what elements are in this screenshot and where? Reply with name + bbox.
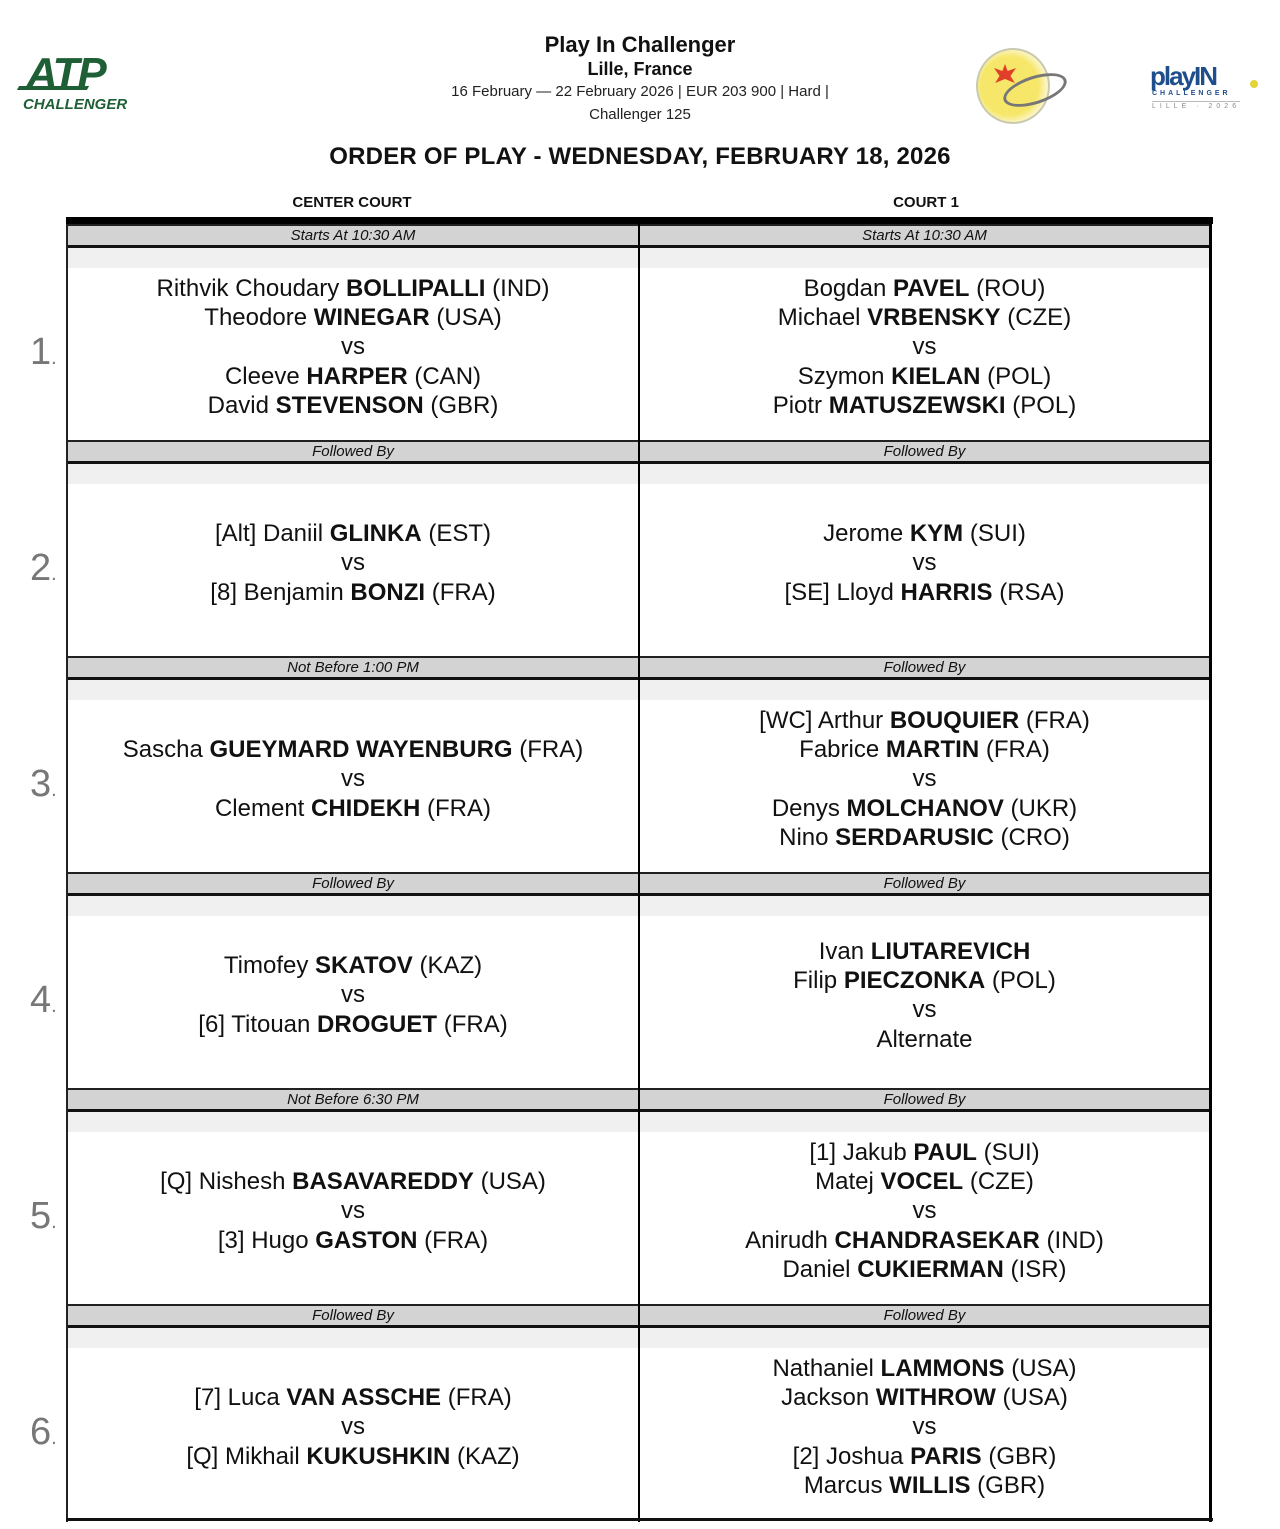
player-country: (KAZ) xyxy=(412,952,483,979)
tournament-title: Play In Challenger xyxy=(544,32,736,57)
row-number-dot: . xyxy=(51,1211,57,1233)
slot-time-label: Not Before 6:30 PM xyxy=(68,1088,638,1112)
slot-band xyxy=(68,680,638,700)
player-first-name: Bogdan xyxy=(803,275,893,302)
player-entry xyxy=(793,966,1056,995)
player-country: (USA) xyxy=(429,304,502,331)
match-card xyxy=(640,484,1209,656)
player-first-name: Piotr xyxy=(772,392,829,419)
player-country: (IND) xyxy=(1039,1227,1104,1254)
player-last-name: LIUTAREVICH xyxy=(870,937,1031,965)
slot-time-label: Starts At 10:30 AM xyxy=(68,224,638,248)
row-number-dot: . xyxy=(51,995,57,1017)
player-country: (FRA) xyxy=(441,1384,512,1411)
player-entry xyxy=(160,1167,546,1196)
tournament-category: Challenger 125 xyxy=(589,106,691,123)
player-country: (IND) xyxy=(485,275,550,302)
grid-bottom-border xyxy=(66,1518,1213,1521)
match-slot xyxy=(68,872,638,1088)
player-entry xyxy=(204,303,501,332)
player-entry xyxy=(210,578,495,607)
row-number xyxy=(30,1196,70,1242)
player-first-name: Marcus xyxy=(803,1472,890,1499)
player-entry xyxy=(876,1025,972,1054)
player-last-name: KUKUSHKIN xyxy=(306,1443,451,1470)
match-slot xyxy=(68,1088,638,1304)
slot-band xyxy=(640,248,1209,268)
player-entry xyxy=(186,1442,519,1471)
slot-band xyxy=(68,1328,638,1348)
slot-band xyxy=(68,1112,638,1132)
match-card xyxy=(640,1132,1209,1304)
player-first-name: Alternate xyxy=(876,1025,973,1053)
match-card xyxy=(68,700,638,872)
player-first-name: Fabrice xyxy=(799,736,886,763)
player-country: (GBR) xyxy=(423,392,499,419)
match-slot xyxy=(640,1304,1209,1520)
match-card xyxy=(68,484,638,656)
player-last-name: VOCEL xyxy=(880,1168,964,1195)
playin-sub-lille: LILLE · 2026 xyxy=(1152,103,1241,110)
playin-dot-icon xyxy=(1250,80,1258,88)
versus-label: vs xyxy=(341,981,365,1008)
player-entry xyxy=(784,578,1064,607)
player-entry xyxy=(804,274,1046,303)
player-country: (POL) xyxy=(980,363,1052,390)
player-last-name: LAMMONS xyxy=(880,1355,1005,1382)
player-entry xyxy=(804,1471,1045,1500)
match-slot xyxy=(68,440,638,656)
player-entry xyxy=(793,1442,1057,1471)
column-center-court xyxy=(66,224,640,1522)
player-first-name: [SE] Lloyd xyxy=(784,579,901,606)
player-first-name: [Q] Mikhail xyxy=(186,1443,307,1470)
row-number-dot: . xyxy=(51,779,57,801)
playin-word-in: IN xyxy=(1194,61,1217,91)
player-last-name: WITHROW xyxy=(875,1384,996,1411)
player-last-name: GUEYMARD WAYENBURG xyxy=(209,736,513,763)
player-last-name: MARTIN xyxy=(885,736,980,763)
challenger-logo-text: CHALLENGER xyxy=(23,96,128,113)
player-first-name: [Alt] Daniil xyxy=(214,520,330,547)
player-last-name: PARIS xyxy=(910,1443,982,1470)
playin-word-play: play xyxy=(1150,61,1195,91)
player-first-name: [WC] Arthur xyxy=(759,707,890,734)
player-first-name: [8] Benjamin xyxy=(210,579,351,606)
player-country: (ROU) xyxy=(969,275,1046,302)
player-country: (FRA) xyxy=(420,795,492,822)
match-slot xyxy=(640,872,1209,1088)
player-entry xyxy=(779,823,1070,852)
player-first-name: Anirudh xyxy=(745,1227,835,1254)
play-in-challenger-logo xyxy=(1150,62,1260,114)
player-first-name: Jerome xyxy=(823,520,910,547)
player-last-name: PAVEL xyxy=(892,275,970,302)
match-slot xyxy=(640,440,1209,656)
match-card xyxy=(68,1132,638,1304)
row-number-value: 2 xyxy=(30,547,52,589)
player-first-name: Filip xyxy=(793,966,844,994)
slot-band xyxy=(640,896,1209,916)
player-last-name: HARPER xyxy=(306,363,408,390)
player-country: (POL) xyxy=(985,966,1056,994)
player-country: (UKR) xyxy=(1003,795,1078,822)
player-first-name: Daniel xyxy=(782,1256,858,1283)
versus-label: vs xyxy=(341,333,365,360)
player-last-name: VRBENSKY xyxy=(867,304,1001,331)
match-slot xyxy=(640,656,1209,872)
match-slot xyxy=(640,224,1209,440)
player-last-name: BONZI xyxy=(350,579,426,606)
player-last-name: WINEGAR xyxy=(313,304,430,331)
slot-band xyxy=(640,1328,1209,1348)
schedule-grid xyxy=(66,217,1213,1522)
column-court-1 xyxy=(638,224,1212,1522)
player-entry xyxy=(772,794,1077,823)
player-first-name: [2] Joshua xyxy=(792,1443,911,1470)
player-country: (USA) xyxy=(1004,1355,1077,1382)
player-country: (GBR) xyxy=(970,1472,1046,1499)
versus-label: vs xyxy=(912,995,937,1023)
match-slot xyxy=(68,1304,638,1520)
match-card xyxy=(640,1348,1209,1520)
player-last-name: HARRIS xyxy=(900,579,993,606)
slot-time-label: Followed By xyxy=(640,1088,1209,1112)
match-card xyxy=(68,1348,638,1520)
versus-label: vs xyxy=(912,1413,937,1440)
player-first-name: [6] Titouan xyxy=(198,1011,318,1038)
player-country: (EST) xyxy=(421,520,492,547)
player-country: (USA) xyxy=(473,1168,546,1195)
slot-time-label: Followed By xyxy=(68,440,638,464)
player-country: (FRA) xyxy=(425,579,496,606)
row-number-value: 5 xyxy=(30,1195,52,1237)
player-entry xyxy=(781,1383,1068,1412)
player-country: (POL) xyxy=(1005,392,1077,419)
player-entry xyxy=(759,706,1090,735)
player-entry xyxy=(798,362,1051,391)
player-last-name: WILLIS xyxy=(889,1472,971,1499)
tournament-header xyxy=(380,32,900,126)
player-first-name: Rithvik Choudary xyxy=(156,275,346,302)
player-country: (USA) xyxy=(995,1384,1068,1411)
player-country: (KAZ) xyxy=(450,1443,520,1470)
player-country: (RSA) xyxy=(992,579,1065,606)
player-country: (FRA) xyxy=(512,736,584,763)
match-slot xyxy=(68,656,638,872)
row-number-dot: . xyxy=(51,347,57,369)
row-number xyxy=(30,980,70,1026)
player-last-name: BOLLIPALLI xyxy=(345,275,486,302)
player-first-name: [Q] Nishesh xyxy=(160,1168,293,1195)
player-first-name: [3] Hugo xyxy=(217,1227,316,1254)
player-entry xyxy=(218,1226,488,1255)
slot-time-label: Followed By xyxy=(640,1304,1209,1328)
player-first-name: Matej xyxy=(815,1168,881,1195)
player-last-name: GASTON xyxy=(315,1227,418,1254)
playin-sub-challenger: CHALLENGER xyxy=(1152,90,1231,97)
player-first-name: Denys xyxy=(771,795,847,822)
player-last-name: CHIDEKH xyxy=(311,795,421,822)
player-first-name: [1] Jakub xyxy=(809,1139,914,1166)
slot-band xyxy=(68,464,638,484)
player-country: (GBR) xyxy=(981,1443,1057,1470)
player-country: (SUI) xyxy=(976,1139,1040,1166)
order-of-play-title: ORDER OF PLAY - WEDNESDAY, FEBRUARY 18, 2026 xyxy=(329,143,951,170)
player-entry xyxy=(809,1138,1039,1167)
player-first-name: Michael xyxy=(777,304,868,331)
player-first-name: Timofey xyxy=(223,952,315,979)
player-last-name: SERDARUSIC xyxy=(835,824,994,851)
player-entry xyxy=(778,303,1071,332)
player-last-name: BASAVAREDDY xyxy=(292,1168,474,1195)
player-first-name: Cleeve xyxy=(224,363,307,390)
player-entry xyxy=(157,274,550,303)
player-entry xyxy=(215,519,491,548)
player-entry xyxy=(123,735,584,764)
player-country: (CZE) xyxy=(963,1168,1034,1195)
row-number xyxy=(30,764,70,810)
slot-time-label: Followed By xyxy=(68,1304,638,1328)
match-card xyxy=(68,268,638,440)
row-number xyxy=(30,1412,70,1458)
slot-band xyxy=(640,1112,1209,1132)
player-last-name: DROGUET xyxy=(317,1011,438,1038)
player-first-name: [7] Luca xyxy=(194,1384,287,1411)
match-card xyxy=(640,700,1209,872)
player-first-name: Jackson xyxy=(781,1384,876,1411)
player-last-name: SKATOV xyxy=(315,952,413,979)
player-last-name: VAN ASSCHE xyxy=(286,1384,442,1411)
row-number-value: 3 xyxy=(30,763,52,805)
player-entry xyxy=(225,362,481,391)
match-card xyxy=(68,916,638,1088)
player-entry xyxy=(224,951,482,980)
player-country: (CZE) xyxy=(1000,304,1072,331)
player-last-name: PAUL xyxy=(913,1139,977,1166)
row-number-value: 4 xyxy=(30,979,52,1021)
court-header-center: CENTER COURT xyxy=(292,194,412,211)
court-header-court1: COURT 1 xyxy=(893,194,959,211)
player-entry xyxy=(815,1167,1034,1196)
slot-band xyxy=(640,464,1209,484)
player-last-name: MATUSZEWSKI xyxy=(828,392,1006,419)
atp-logo-text: ATP xyxy=(26,49,105,98)
player-entry xyxy=(799,735,1050,764)
player-first-name: Clement xyxy=(214,795,312,822)
player-entry xyxy=(782,1255,1066,1284)
player-entry xyxy=(194,1383,511,1412)
player-country: (CAN) xyxy=(407,363,482,390)
player-entry xyxy=(745,1226,1104,1255)
match-card xyxy=(640,268,1209,440)
player-last-name: PIECZONKA xyxy=(843,966,986,994)
atp-challenger-logo xyxy=(18,49,133,116)
player-first-name: Sascha xyxy=(122,736,210,763)
match-slot xyxy=(640,1088,1209,1304)
playin-wordmark xyxy=(1150,62,1216,90)
player-last-name: KYM xyxy=(909,520,964,547)
versus-label: vs xyxy=(912,1197,937,1224)
player-last-name: STEVENSON xyxy=(275,392,424,419)
row-number-dot: . xyxy=(51,1427,57,1449)
tournament-info: 16 February — 22 February 2026 | EUR 203 900 | Hard | xyxy=(451,83,829,100)
player-country: (FRA) xyxy=(417,1227,489,1254)
player-first-name: David xyxy=(207,392,276,419)
versus-label: vs xyxy=(341,1413,365,1440)
player-first-name: Ivan xyxy=(818,937,871,965)
player-last-name: MOLCHANOV xyxy=(846,795,1004,822)
versus-label: vs xyxy=(341,1197,365,1224)
player-first-name: Nathaniel xyxy=(772,1355,881,1382)
player-entry xyxy=(823,519,1026,548)
slot-band xyxy=(68,896,638,916)
slot-band xyxy=(68,248,638,268)
versus-label: vs xyxy=(341,765,365,792)
player-country: (FRA) xyxy=(1019,707,1090,734)
slot-band xyxy=(640,680,1209,700)
player-country: (ISR) xyxy=(1003,1256,1067,1283)
slot-time-label: Starts At 10:30 AM xyxy=(640,224,1209,248)
player-country: (FRA) xyxy=(979,736,1050,763)
player-last-name: CUKIERMAN xyxy=(857,1256,1004,1283)
player-first-name: Theodore xyxy=(204,304,314,331)
player-last-name: KIELAN xyxy=(891,363,981,390)
match-card xyxy=(640,916,1209,1088)
match-slot xyxy=(68,224,638,440)
versus-label: vs xyxy=(912,549,937,576)
slot-time-label: Followed By xyxy=(640,656,1209,680)
player-entry xyxy=(819,937,1031,966)
tennis-club-lille-logo xyxy=(972,46,1072,128)
row-number xyxy=(30,548,70,594)
row-number-value: 1 xyxy=(30,331,52,373)
tournament-city: Lille, France xyxy=(587,59,693,79)
player-country: (FRA) xyxy=(437,1011,508,1038)
player-entry xyxy=(773,391,1077,420)
player-last-name: BOUQUIER xyxy=(889,707,1020,734)
row-number-dot: . xyxy=(51,563,57,585)
player-entry xyxy=(198,1010,507,1039)
player-country: (SUI) xyxy=(963,520,1026,547)
slot-time-label: Followed By xyxy=(640,872,1209,896)
slot-time-label: Followed By xyxy=(68,872,638,896)
row-number-value: 6 xyxy=(30,1411,52,1453)
player-country: (CRO) xyxy=(993,824,1070,851)
slot-time-label: Followed By xyxy=(640,440,1209,464)
player-entry xyxy=(772,1354,1076,1383)
versus-label: vs xyxy=(912,333,937,360)
player-first-name: Nino xyxy=(779,824,836,851)
player-last-name: GLINKA xyxy=(329,520,422,547)
slot-time-label: Not Before 1:00 PM xyxy=(68,656,638,680)
versus-label: vs xyxy=(912,765,937,792)
player-entry xyxy=(215,794,491,823)
player-first-name: Szymon xyxy=(797,363,892,390)
player-entry xyxy=(208,391,499,420)
versus-label: vs xyxy=(341,549,365,576)
row-number xyxy=(30,332,70,378)
player-last-name: CHANDRASEKAR xyxy=(834,1227,1040,1254)
